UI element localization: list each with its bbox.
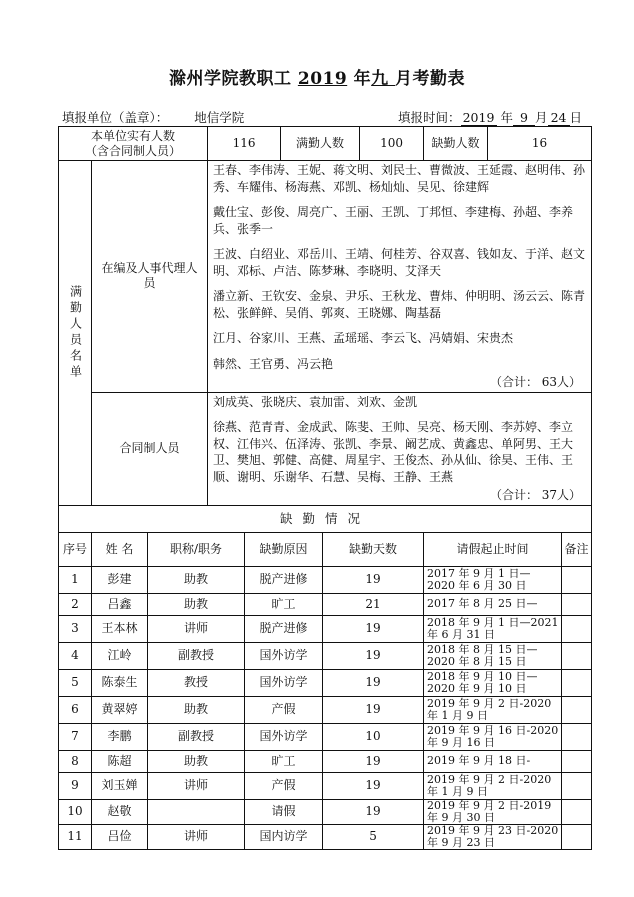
cell-note — [562, 593, 592, 615]
cell-period: 2019 年 9 月 23 日-2020 年 9 月 23 日 — [424, 824, 562, 849]
report-unit — [62, 108, 270, 127]
group-total-staff: （合计： 63人） — [489, 375, 582, 389]
cell-no: 5 — [59, 669, 92, 696]
cell-period: 2018 年 9 月 10 日—2020 年 9 月 10 日 — [424, 669, 562, 696]
cell-name: 彭建 — [92, 566, 148, 593]
cell-reason: 脱产进修 — [245, 615, 323, 642]
full-count-value: 100 — [360, 127, 424, 161]
name-list-staff — [208, 161, 592, 393]
unit-value: 地信学院 — [168, 108, 270, 127]
full-count-label: 满勤人数 — [281, 127, 360, 161]
cell-title: 讲师 — [148, 824, 245, 849]
absence-row — [59, 824, 592, 849]
name-line: 刘成英、张晓庆、袁加雷、刘欢、金凯 — [213, 394, 418, 409]
name-list-contract — [208, 392, 592, 505]
cell-no: 8 — [59, 750, 92, 772]
header-period: 请假起止时间 — [424, 532, 562, 566]
cell-period: 2017 年 8 月 25 日— — [424, 593, 562, 615]
full-list-row-staff — [59, 161, 592, 393]
name-line: 韩然、王官勇、冯云艳 — [213, 356, 334, 371]
absence-row — [59, 696, 592, 723]
cell-reason: 产假 — [245, 696, 323, 723]
cell-period: 2019 年 9 月 2 日-2019 年 9 月 30 日 — [424, 799, 562, 824]
name-line: 徐燕、范青青、金成武、陈斐、王帅、吴亮、杨天刚、李苏婷、李立权、江伟兴、伍泽涛、张凯、李景、阚艺成、黄鑫忠、单阿男、王大卫、樊旭、郭健、高健、周星宇、王俊杰、孙从仙、徐昊、王伟、王顺、谢明、乐谢华、石慧、吴梅、王静、王燕 — [213, 420, 574, 484]
absence-row — [59, 772, 592, 799]
absent-count-value: 16 — [488, 127, 592, 161]
cell-title: 教授 — [148, 669, 245, 696]
cell-reason: 产假 — [245, 772, 323, 799]
cell-no: 1 — [59, 566, 92, 593]
absence-row — [59, 723, 592, 750]
cell-title: 助教 — [148, 750, 245, 772]
cell-reason: 国内访学 — [245, 824, 323, 849]
absence-row — [59, 799, 592, 824]
cell-name: 吕俭 — [92, 824, 148, 849]
cell-days: 19 — [323, 566, 424, 593]
cell-note — [562, 772, 592, 799]
cell-period: 2019 年 9 月 18 日- — [424, 750, 562, 772]
header-title: 职称/职务 — [148, 532, 245, 566]
cell-no: 3 — [59, 615, 92, 642]
time-day: 24 — [548, 110, 570, 126]
header-days: 缺勤天数 — [323, 532, 424, 566]
actual-count-value: 116 — [208, 127, 281, 161]
cell-name: 刘玉婵 — [92, 772, 148, 799]
cell-period: 2019 年 9 月 16 日-2020 年 9 月 16 日 — [424, 723, 562, 750]
cell-title: 副教授 — [148, 642, 245, 669]
time-label: 填报时间： — [398, 110, 461, 125]
cell-title: 副教授 — [148, 723, 245, 750]
cell-days: 10 — [323, 723, 424, 750]
absence-rows — [59, 566, 592, 849]
cell-title: 讲师 — [148, 772, 245, 799]
absence-row — [59, 750, 592, 772]
cell-name: 黄翠婷 — [92, 696, 148, 723]
cell-no: 9 — [59, 772, 92, 799]
cell-period: 2017 年 9 月 1 日— 2020 年 6 月 30 日 — [424, 566, 562, 593]
name-line: 戴仕宝、彭俊、周亮广、王丽、王凯、丁邦恒、李建梅、孙超、李养兵、张季一 — [213, 205, 574, 236]
cell-no: 11 — [59, 824, 92, 849]
cell-name: 陈超 — [92, 750, 148, 772]
cell-no: 10 — [59, 799, 92, 824]
header-name: 姓 名 — [92, 532, 148, 566]
cell-name: 王本林 — [92, 615, 148, 642]
time-year: 2019 — [461, 110, 497, 126]
cell-title: 助教 — [148, 593, 245, 615]
summary-row — [59, 127, 592, 161]
cell-title: 助教 — [148, 696, 245, 723]
cell-title: 讲师 — [148, 615, 245, 642]
absence-row — [59, 615, 592, 642]
cell-name: 吕鑫 — [92, 593, 148, 615]
page-title: 滁州学院教职工 2019 年九 月考勤表 — [168, 69, 466, 89]
cell-days: 21 — [323, 593, 424, 615]
cell-note — [562, 642, 592, 669]
cell-note — [562, 750, 592, 772]
name-line: 王春、李伟涛、王妮、蒋文明、刘民士、曹微波、王延霞、赵明伟、孙秀、车耀伟、杨海燕、邓凯、杨灿灿、吴见、徐建辉 — [213, 163, 586, 194]
absence-row — [59, 593, 592, 615]
cell-note — [562, 669, 592, 696]
cell-note — [562, 696, 592, 723]
absence-section-title: 缺勤情况 — [59, 505, 592, 532]
cell-days: 19 — [323, 799, 424, 824]
cell-reason: 国外访学 — [245, 642, 323, 669]
cell-period: 2019 年 9 月 2 日-2020 年 1 月 9 日 — [424, 696, 562, 723]
attendance-table — [58, 126, 592, 850]
cell-reason: 请假 — [245, 799, 323, 824]
cell-reason: 国外访学 — [245, 723, 323, 750]
cell-period: 2018 年 9 月 1 日—2021 年 6 月 31 日 — [424, 615, 562, 642]
header-note: 备注 — [562, 532, 592, 566]
cell-days: 19 — [323, 669, 424, 696]
cell-note — [562, 615, 592, 642]
group-label-contract: 合同制人员 — [92, 392, 208, 505]
header-reason: 缺勤原因 — [245, 532, 323, 566]
header-no: 序号 — [59, 532, 92, 566]
cell-days: 5 — [323, 824, 424, 849]
cell-days: 19 — [323, 615, 424, 642]
cell-days: 19 — [323, 750, 424, 772]
cell-reason: 旷工 — [245, 593, 323, 615]
title-month: 九 — [371, 69, 396, 89]
cell-name: 李鹏 — [92, 723, 148, 750]
absence-row — [59, 669, 592, 696]
group-label-staff: 在编及人事代理人员 — [92, 161, 208, 393]
name-line: 王波、白绍业、邓岳川、王靖、何桂芳、谷双喜、钱如友、于洋、赵文明、邓标、卢洁、陈梦琳、李晓明、艾泽天 — [213, 247, 586, 278]
cell-name: 江岭 — [92, 642, 148, 669]
time-month: 9 — [513, 110, 535, 126]
cell-no: 7 — [59, 723, 92, 750]
cell-title: 助教 — [148, 566, 245, 593]
cell-reason: 国外访学 — [245, 669, 323, 696]
group-total-contract: （合计： 37人） — [489, 488, 582, 502]
cell-days: 19 — [323, 772, 424, 799]
absence-row — [59, 642, 592, 669]
absence-row — [59, 566, 592, 593]
cell-reason: 脱产进修 — [245, 566, 323, 593]
name-line: 江月、谷家川、王燕、孟瑶瑶、李云飞、冯婧娟、宋贵杰 — [213, 331, 514, 345]
cell-note — [562, 799, 592, 824]
full-list-vertical-label: 满勤人员名单 — [59, 161, 92, 506]
cell-note — [562, 566, 592, 593]
title-year: 2019 — [297, 69, 348, 89]
cell-period: 2019 年 9 月 2 日-2020 年 1 月 9 日 — [424, 772, 562, 799]
cell-no: 4 — [59, 642, 92, 669]
cell-note — [562, 824, 592, 849]
cell-name: 赵敬 — [92, 799, 148, 824]
cell-no: 6 — [59, 696, 92, 723]
absence-header-row — [59, 532, 592, 566]
cell-title — [148, 799, 245, 824]
cell-days: 19 — [323, 696, 424, 723]
full-list-row-contract — [59, 392, 592, 505]
cell-note — [562, 723, 592, 750]
report-time: 填报时间： 2019 年 9 月 24 日 — [398, 110, 583, 125]
cell-reason: 旷工 — [245, 750, 323, 772]
cell-no: 2 — [59, 593, 92, 615]
unit-label: 填报单位（盖章）： — [62, 110, 169, 125]
cell-days: 19 — [323, 642, 424, 669]
cell-period: 2018 年 8 月 15 日—2020 年 8 月 15 日 — [424, 642, 562, 669]
actual-count-label: 本单位实有人数 （含合同制人员） — [59, 127, 208, 161]
cell-name: 陈泰生 — [92, 669, 148, 696]
absent-count-label: 缺勤人数 — [424, 127, 488, 161]
name-line: 潘立新、王钦安、金泉、尹乐、王秋龙、曹炜、仲明明、汤云云、陈青松、张鲜鲜、吴俏、郭爽、王晓娜、陶基磊 — [213, 289, 586, 320]
absence-section-title-row — [59, 505, 592, 532]
